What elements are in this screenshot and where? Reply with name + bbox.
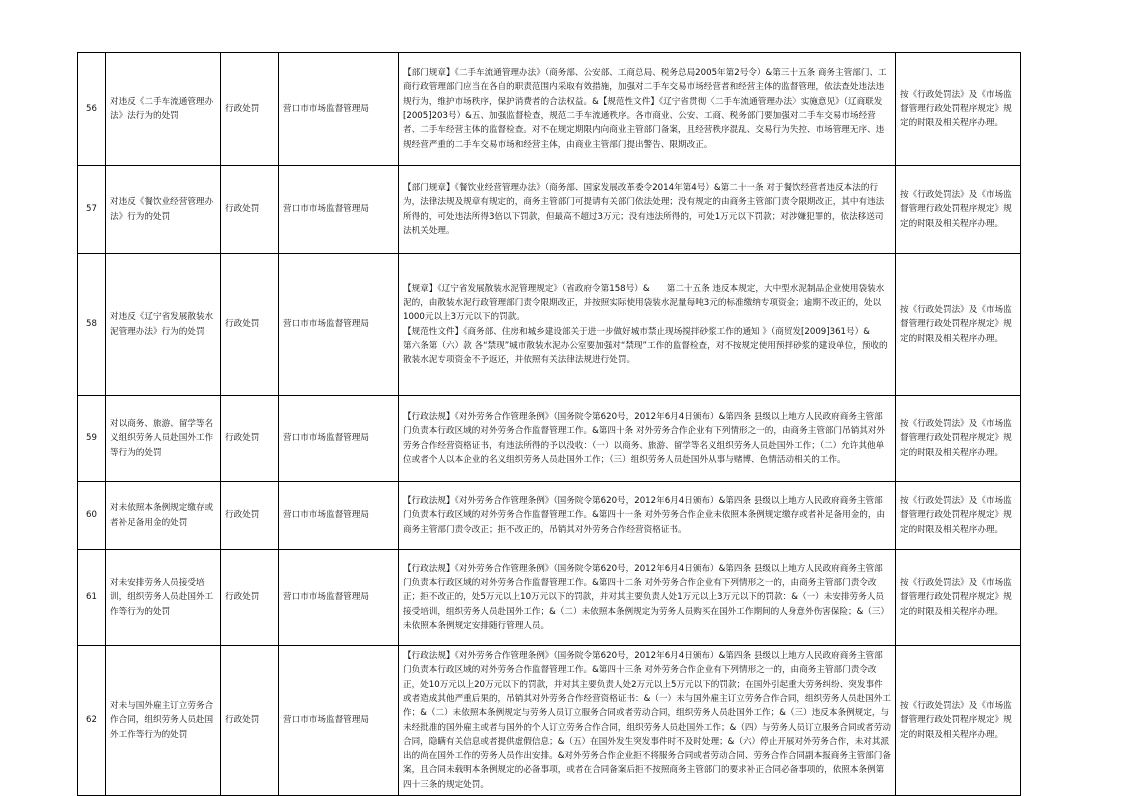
row-number: 57 [78, 166, 106, 254]
item-type: 行政处罚 [221, 550, 279, 646]
responsible-dept: 营口市市场监督管理局 [279, 254, 399, 396]
legal-basis: 【行政法规】《对外劳务合作管理条例》（国务院令第620号，2012年6月4日颁布）&第四条 县级以上地方人民政府商务主管部门负责本行政区域的对外劳务合作监督管理工作。&第四十一条 对外劳务合作企业未依照本条例规定缴存或者补足备用金的，由商务主管部门责令改正；拒不改正的，吊销其对外劳务合作经营资格证书。 [399, 482, 896, 550]
table-row [78, 646, 1021, 796]
table-row [78, 550, 1021, 646]
row-number: 62 [78, 646, 106, 796]
item-type: 行政处罚 [221, 396, 279, 482]
legal-basis: 【部门规章】《二手车流通管理办法》（商务部、公安部、工商总局、税务总局2005年第2号令）&第三十五条 商务主管部门、工商行政管理部门应当在各自的职责范围内采取有效措施，加强对二手车交易市场经营者和经营主体的监督管理，依法查处违法违规行为，维护市场秩序，保护消费者的合法权益。&【规范性文件】《辽宁省贯彻〈二手车流通管理办法〉实施意见》（辽商联发[2005]203号）&五、加强监督检查，规范二手车流通秩序。各市商业、公安、工商、税务部门要加强对二手车交易市场经营者、二手车经营主体的监督检查。对不在规定期限内向商业主管部门备案，且经营秩序混乱、交易行为失控、市场管理无序、违规经营严重的二手车交易市场和经营主体，由商业主管部门提出警告、限期改正。 [399, 53, 896, 166]
item-name: 对违反《餐饮业经营管理办法》行为的处罚 [106, 166, 221, 254]
item-name: 对违反《辽宁省发展散装水泥管理办法》行为的处罚 [106, 254, 221, 396]
table-row [78, 166, 1021, 254]
legal-basis: 【行政法规】《对外劳务合作管理条例》（国务院令第620号，2012年6月4日颁布）&第四条 县级以上地方人民政府商务主管部门负责本行政区域的对外劳务合作监督管理工作。&第四十三条 对外劳务合作企业有下列情形之一的，由商务主管部门责令改正，处10万元以上20万元以下的罚款，并对其主要负责人处2万元以上5万元以下的罚款；在国外引起重大劳务纠纷、突发事件或者造成其他严重后果的，吊销其对外劳务合作经营资格证书：&（一）未与国外雇主订立劳务合作合同，组织劳务人员赴国外工作；&（二）未依照本条例规定与劳务人员订立服务合同或者劳动合同，组织劳务人员赴国外工作；&（三）违反本条例规定，与未经批准的国外雇主或者与国外的个人订立劳务合作合同，组织劳务人员赴国外工作；&（四）与劳务人员订立服务合同或者劳动合同，隐瞒有关信息或者提供虚假信息；&（五）在国外发生突发事件时不及时处理；&（六）停止开展对外劳务合作，未对其派出的尚在国外工作的劳务人员作出安排。&对外劳务合作企业拒不将服务合同或者劳动合同、劳务合作合同副本报商务主管部门备案，且合同未载明本条例规定的必备事项，或者在合同备案后拒不按照商务主管部门的要求补正合同必备事项的，依照本条例第四十三条的规定处罚。 [399, 646, 896, 796]
item-name: 对违反《二手车流通管理办法》法行为的处罚 [106, 53, 221, 166]
responsible-dept: 营口市市场监督管理局 [279, 166, 399, 254]
item-type: 行政处罚 [221, 166, 279, 254]
item-type: 行政处罚 [221, 254, 279, 396]
procedure: 按《行政处罚法》及《市场监督管理行政处罚程序规定》规定的时限及相关程序办理。 [896, 646, 1021, 796]
table-row [78, 482, 1021, 550]
procedure: 按《行政处罚法》及《市场监督管理行政处罚程序规定》规定的时限及相关程序办理。 [896, 166, 1021, 254]
row-number: 60 [78, 482, 106, 550]
item-name: 对未与国外雇主订立劳务合作合同，组织劳务人员赴国外工作等行为的处罚 [106, 646, 221, 796]
item-type: 行政处罚 [221, 482, 279, 550]
procedure: 按《行政处罚法》及《市场监督管理行政处罚程序规定》规定的时限及相关程序办理。 [896, 53, 1021, 166]
row-number: 56 [78, 53, 106, 166]
row-number: 58 [78, 254, 106, 396]
row-number: 61 [78, 550, 106, 646]
responsible-dept: 营口市市场监督管理局 [279, 646, 399, 796]
responsible-dept: 营口市市场监督管理局 [279, 482, 399, 550]
legal-basis-text: 【规章】《辽宁省发展散装水泥管理规定》（省政府令第158号）& 第二十五条 违反本规定，大中型水泥制品企业使用袋装水泥的，由散装水泥行政管理部门责令限期改正，并按照实际使用袋装水泥量每吨3元的标准缴纳专项资金；逾期不改正的，处以1000元以上3万元以下的罚款。 【规范性文件】《商务部、住房和城乡建设部关于进一步做好城市禁止现场搅拌砂浆工作的通知 》（商贸发[2009]361号）& 第六条第（六）款 各“禁现”城市散装水泥办公室要加强对“禁现”工作的监督检查，对不按规定使用预拌砂浆的建设单位，预收的散装水泥专项资金不予返还，并依照有关法律法规进行处罚。 [403, 283, 888, 366]
legal-basis: 【行政法规】《对外劳务合作管理条例》（国务院令第620号，2012年6月4日颁布）&第四条 县级以上地方人民政府商务主管部门负责本行政区域的对外劳务合作监督管理工作。&第四十条 对外劳务合作企业有下列情形之一的，由商务主管部门吊销其对外劳务合作经营资格证书，有违法所得的予以没收：（一）以商务、旅游、留学等名义组织劳务人员赴国外工作；（二）允许其他单位或者个人以本企业的名义组织劳务人员赴国外工作；（三）组织劳务人员赴国外从事与赌博、色情活动相关的工作。 [399, 396, 896, 482]
legal-basis [399, 254, 896, 396]
table-row [78, 53, 1021, 166]
item-name: 对未依照本条例规定缴存或者补足备用金的处罚 [106, 482, 221, 550]
table-row [78, 254, 1021, 396]
responsible-dept: 营口市市场监督管理局 [279, 53, 399, 166]
item-name: 对以商务、旅游、留学等名义组织劳务人员赴国外工作等行为的处罚 [106, 396, 221, 482]
procedure: 按《行政处罚法》及《市场监督管理行政处罚程序规定》规定的时限及相关程序办理。 [896, 396, 1021, 482]
procedure: 按《行政处罚法》及《市场监督管理行政处罚程序规定》规定的时限及相关程序办理。 [896, 550, 1021, 646]
item-name: 对未安排劳务人员接受培训，组织劳务人员赴国外工作等行为的处罚 [106, 550, 221, 646]
responsible-dept: 营口市市场监督管理局 [279, 396, 399, 482]
legal-basis: 【行政法规】《对外劳务合作管理条例》（国务院令第620号，2012年6月4日颁布）&第四条 县级以上地方人民政府商务主管部门负责本行政区域的对外劳务合作监督管理工作。&第四十二条 对外劳务合作企业有下列情形之一的，由商务主管部门责令改正；拒不改正的，处5万元以上10万元以下的罚款，并对其主要负责人处1万元以上3万元以下的罚款：&（一）未安排劳务人员接受培训，组织劳务人员赴国外工作；&（二）未依照本条例规定为劳务人员购买在国外工作期间的人身意外伤害保险；&（三）未依照本条例规定安排随行管理人员。 [399, 550, 896, 646]
penalty-table [77, 52, 1021, 796]
table-row [78, 396, 1021, 482]
responsible-dept: 营口市市场监督管理局 [279, 550, 399, 646]
procedure: 按《行政处罚法》及《市场监督管理行政处罚程序规定》规定的时限及相关程序办理。 [896, 254, 1021, 396]
item-type: 行政处罚 [221, 646, 279, 796]
item-type: 行政处罚 [221, 53, 279, 166]
legal-basis: 【部门规章】《餐饮业经营管理办法》（商务部、国家发展改革委令2014年第4号）&第二十一条 对于餐饮经营者违反本法的行为，法律法规及规章有规定的，商务主管部门可提请有关部门依法处理；没有规定的由商务主管部门责令限期改正，其中有违法所得的，可处违法所得3倍以下罚款，但最高不超过3万元；没有违法所得的，可处1万元以下罚款；对涉嫌犯罪的，依法移送司法机关处理。 [399, 166, 896, 254]
row-number: 59 [78, 396, 106, 482]
procedure: 按《行政处罚法》及《市场监督管理行政处罚程序规定》规定的时限及相关程序办理。 [896, 482, 1021, 550]
